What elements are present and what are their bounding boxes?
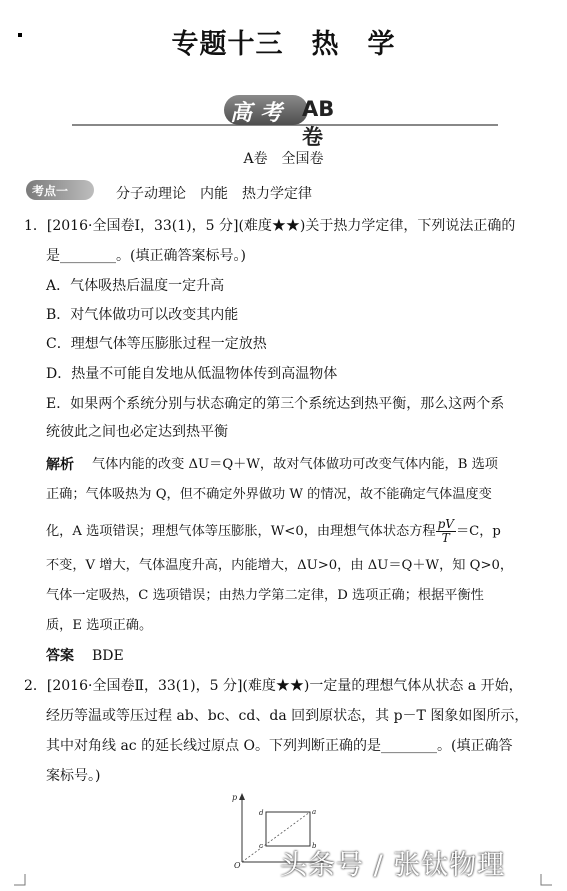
origin-label: O — [234, 861, 241, 868]
q1-analysis-line-5: 气体一定吸热，C 选项错误；由热力学第二定律，D 选项正确；根据平衡性 — [46, 588, 484, 603]
q1-option-c: C．理想气体等压膨胀过程一定放热 — [46, 336, 267, 352]
q1-analysis-line-2: 正确；气体吸热为 Q，但不确定外界做功 W 的情况，故不能确定气体温度变 — [46, 487, 492, 502]
q2-stem-line-3: 其中对角线 ac 的延长线过原点 O。下列判断正确的是________。(填正确答 — [46, 738, 513, 754]
q1-analysis-label: 解析 — [46, 457, 74, 473]
fraction-denominator: T — [441, 531, 450, 545]
watermark: 头条号 / 张钛物理 — [280, 850, 506, 881]
p-axis-arrow — [239, 793, 245, 800]
q2-stem-line-1: 2．[2016·全国卷Ⅱ，33(1)，5 分](难度★★)一定量的理想气体从状态 a 开始， — [24, 678, 523, 694]
q1-option-b: B．对气体做功可以改变其内能 — [46, 307, 239, 323]
page-title: 专题十三 热 学 — [171, 29, 396, 60]
point-a-label: a — [312, 808, 317, 816]
corner-mark-left — [14, 874, 26, 886]
state-equation-fraction — [436, 518, 456, 545]
q1-answer: BDE — [92, 648, 124, 664]
point-b-label: b — [312, 842, 317, 850]
q1-option-e-cont: 统彼此之间也必定达到热平衡 — [46, 424, 228, 440]
section-heading: A卷 全国卷 — [243, 151, 324, 167]
q1-answer-label: 答案 — [46, 648, 74, 664]
q2-stem-line-2: 经历等温或等压过程 ab、bc、cd、da 回到原状态，其 p－T 图象如图所示， — [46, 708, 529, 724]
q1-analysis-line-3 — [46, 518, 501, 545]
q1-option-a: A．气体吸热后温度一定升高 — [46, 278, 225, 294]
point-d-label: d — [259, 809, 264, 817]
axis-p-label: p — [232, 793, 238, 802]
q1-stem-line-2: 是________。(填正确答案标号。) — [46, 248, 246, 264]
topic-badge — [26, 180, 94, 200]
q1-analysis-line-3-text: 化，A 选项错误；理想气体等压膨胀，W<0，由理想气体状态方程 — [46, 524, 436, 539]
topic-badge-label: 考点一 — [32, 184, 69, 198]
q1-analysis-line-4: 不变，V 增大，气体温度升高，内能增大，ΔU>0，由 ΔU＝Q＋W，知 Q>0， — [46, 558, 514, 573]
q1-stem-line-1: 1．[2016·全国卷Ⅰ，33(1)，5 分](难度★★)关于热力学定律，下列说法正确的 — [24, 218, 516, 234]
topic-title: 分子动理论 内能 热力学定律 — [116, 186, 312, 202]
q1-analysis-line-1: 气体内能的改变 ΔU＝Q＋W，故对气体做功可改变气体内能，B 选项 — [92, 457, 498, 472]
banner-gao: 高 — [230, 100, 253, 126]
q1-option-d: D．热量不可能自发地从低温物体传到高温物体 — [46, 366, 338, 382]
fraction-numerator: pV — [437, 517, 454, 531]
q1-option-e: E．如果两个系统分别与状态确定的第三个系统达到热平衡，那么这两个系 — [46, 396, 505, 412]
banner-kao: 考 — [260, 100, 283, 126]
q1-analysis-line-3-tail: ＝C，p — [455, 524, 501, 539]
q2-stem-line-4: 案标号。) — [46, 768, 101, 784]
gaokao-banner — [220, 91, 350, 149]
banner-ab: AB卷 — [302, 97, 335, 149]
point-c-label: c — [259, 842, 263, 850]
corner-mark-right — [540, 874, 552, 886]
q1-analysis-line-6: 质，E 选项正确。 — [46, 618, 153, 633]
